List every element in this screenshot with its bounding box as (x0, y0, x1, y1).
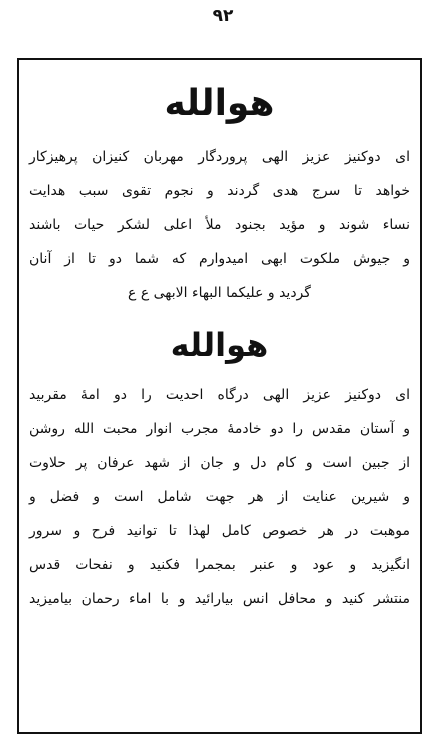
section-1-line-1: ای دوکنیز عزیز الهی پروردگار مهربان کنیزان پرهیزکار (29, 149, 410, 165)
section-2-line-3: از جبین است و کام دل و جان از شهد عرفان پر حلاوت (29, 455, 410, 471)
page-number: ۹۲ (212, 6, 234, 26)
section-2-passage (19, 378, 420, 616)
section-2-line-2: و آستان مقدس را دو خادمۀ مجرب انوار محبت الله روشن (29, 421, 410, 437)
section-2-line-4: و شیرین عنایت از هر جهت شامل است و فضل و (29, 489, 410, 505)
section-2-line-1: ای دوکنیز عزیز الهی درگاه احدیت را دو امۀ مقربید (29, 387, 410, 403)
section-1-line-5: گردید و علیکما البهاء الابهی ع ع (128, 285, 311, 301)
section-2-line-6: انگیزید و عود و عنبر بمجمرا فکنید و نفحات قدس (29, 557, 410, 573)
section-1-line-4: و جیوش ملکوت ابهی امیدوارم که شما دو تا از آنان (29, 251, 410, 267)
section-1-heading: هوالله (164, 83, 275, 124)
page-frame (17, 58, 422, 734)
section-2-line-7: منتشر کنید و محافل انس بیارائید و با اماء رحمان بیامیزید (29, 591, 410, 607)
section-1-line-3: نساء شوند و مؤید بجنود ملأ اعلی لشکر حیات باشند (29, 217, 410, 233)
section-1-passage (19, 140, 420, 310)
section-1-line-2: خواهد تا سرج هدی گردند و نجوم تقوی سبب هدایت (29, 183, 410, 199)
section-2-line-5: موهبت در هر خصوص کامل لهذا تا توانید فرح و سرور (29, 523, 410, 539)
section-2-heading: هوالله (170, 326, 269, 364)
